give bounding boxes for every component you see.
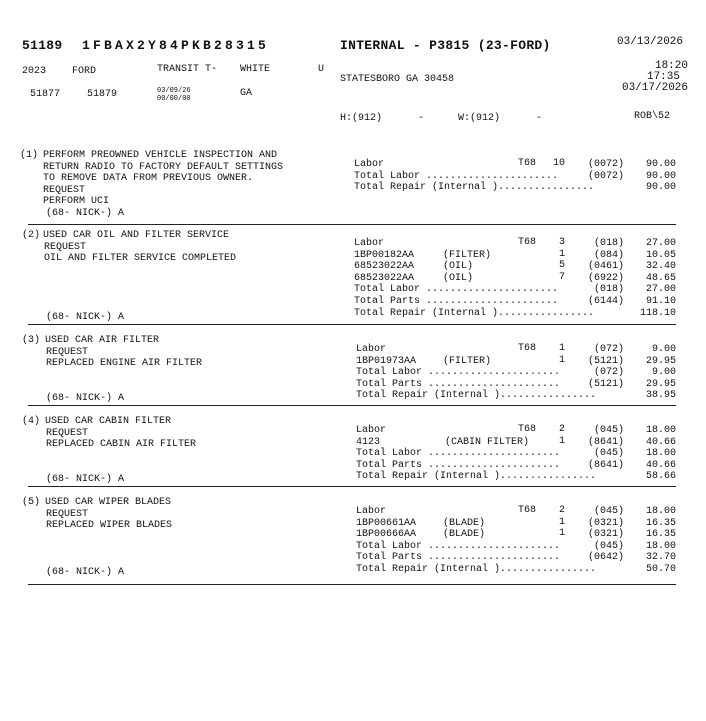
advisor: ROB\52 xyxy=(634,111,671,122)
line-item-amount: 18.00 xyxy=(645,540,676,552)
line-item-code: (0321) xyxy=(587,517,624,529)
line-item-code: (5121) xyxy=(587,378,624,390)
repair-description-line: REQUEST xyxy=(44,241,87,253)
line-item-description: 1BP00661AA xyxy=(356,517,417,529)
repair-number: (2) xyxy=(22,230,41,241)
line-item-code: (0072) xyxy=(587,170,624,182)
line-item-code: (5121) xyxy=(587,355,624,367)
line-item-code: (0072) xyxy=(587,159,624,170)
stock-number-1: 51877 xyxy=(30,89,61,100)
line-item-amount: 32.40 xyxy=(645,261,676,273)
repair-technician: (68- NICK-) A xyxy=(46,567,125,578)
line-item-code: (8641) xyxy=(587,459,624,471)
line-item-amount: 18.00 xyxy=(645,448,676,460)
line-item-quantity: 5 xyxy=(558,260,565,272)
line-item-quantity: 2 xyxy=(558,424,565,435)
line-item-code: (072) xyxy=(593,344,624,355)
line-item-code: (8641) xyxy=(587,436,624,448)
home-phone: H:(912) xyxy=(340,113,383,124)
line-item-description: Total Parts ...................... xyxy=(356,552,561,564)
line-item-description: Total Labor ...................... xyxy=(356,540,561,552)
line-item-description: 68523022AA xyxy=(354,261,415,273)
date-close: 03/17/2026 xyxy=(621,82,688,94)
repair-technician: (68- NICK-) A xyxy=(46,312,125,323)
line-item-amount: 40.66 xyxy=(645,459,676,471)
line-item-tech: T68 xyxy=(518,343,537,354)
repair-description-line: REQUEST xyxy=(46,427,89,439)
line-item-code: (6144) xyxy=(587,296,624,307)
repair-description-line: RETURN RADIO TO FACTORY DEFAULT SETTINGS xyxy=(43,161,284,173)
line-item-note: (BLADE) xyxy=(443,529,486,541)
line-item-quantity: 3 xyxy=(558,237,565,248)
repair-description-line: REQUEST xyxy=(46,346,89,358)
time-in: 18:20 xyxy=(654,60,688,72)
stock-number-2: 51879 xyxy=(87,89,118,100)
repair-number: (3) xyxy=(22,335,41,346)
line-item-amount: 9.00 xyxy=(651,344,676,355)
repair-technician: (68- NICK-) A xyxy=(46,474,125,485)
repair-technician: (68- NICK-) A xyxy=(46,393,125,404)
line-item-amount: 118.10 xyxy=(639,307,676,319)
line-item-amount: 50.70 xyxy=(645,564,676,575)
line-item-tech: T68 xyxy=(518,505,537,516)
repair-description-line: REPLACED ENGINE AIR FILTER xyxy=(46,358,203,370)
vehicle-model: TRANSIT T- xyxy=(157,64,218,75)
line-item-amount: 18.00 xyxy=(645,506,676,517)
line-item-code: (072) xyxy=(593,367,624,379)
line-item-quantity: 10 xyxy=(552,158,565,169)
line-item-amount: 16.35 xyxy=(645,529,676,541)
repair-description-line: USED CAR OIL AND FILTER SERVICE xyxy=(43,230,230,241)
line-item-code: (0321) xyxy=(587,529,624,541)
repair-number: (1) xyxy=(20,150,39,161)
date-open: 03/13/2026 xyxy=(617,36,684,48)
line-item-quantity: 7 xyxy=(558,271,565,283)
vehicle-color: WHITE xyxy=(240,64,271,75)
section-divider xyxy=(28,224,676,225)
section-divider xyxy=(28,584,676,585)
line-item-code: (084) xyxy=(593,249,624,261)
ro-number: 51189 xyxy=(22,38,63,53)
line-item-amount: 91.10 xyxy=(645,296,676,307)
repair-description-line: REQUEST xyxy=(43,184,86,196)
line-item-description: Total Labor ...................... xyxy=(356,448,561,460)
repair-total: Total Repair (Internal )................ xyxy=(356,471,597,483)
line-item-amount: 90.00 xyxy=(645,159,676,170)
line-item-amount: 58.66 xyxy=(645,471,676,483)
line-item-tech: T68 xyxy=(518,424,537,435)
repair-description-line: USED CAR CABIN FILTER xyxy=(45,416,172,427)
repair-number: (4) xyxy=(22,416,41,427)
line-item-code: (018) xyxy=(593,238,624,249)
line-item-description: Total Labor ...................... xyxy=(354,170,559,182)
line-item-description: Total Parts ...................... xyxy=(354,296,559,307)
time-out: 17:35 xyxy=(646,71,680,83)
repair-description-line: PERFORM PREOWNED VEHICLE INSPECTION AND xyxy=(43,150,278,161)
line-item-quantity: 1 xyxy=(558,516,565,528)
line-item-description: Labor xyxy=(356,344,387,355)
work-phone-number: - xyxy=(536,113,543,124)
line-item-description: Total Labor ...................... xyxy=(354,284,559,296)
document-type: INTERNAL - P3815 (23-FORD) xyxy=(340,38,551,53)
line-item-amount: 16.35 xyxy=(645,517,676,529)
vehicle-year: 2023 xyxy=(22,66,47,77)
line-item-amount: 18.00 xyxy=(645,425,676,436)
line-item-description: 68523022AA xyxy=(354,272,415,284)
line-item-amount: 90.00 xyxy=(645,170,676,182)
line-item-quantity: 1 xyxy=(558,354,565,366)
repair-total: Total Repair (Internal )................ xyxy=(354,307,595,319)
repair-description-line: USED CAR WIPER BLADES xyxy=(45,497,172,508)
line-item-code: (018) xyxy=(593,284,624,296)
work-phone: W:(912) xyxy=(458,113,501,124)
line-item-description: Total Parts ...................... xyxy=(356,378,561,390)
home-phone-number: - xyxy=(418,113,425,124)
repair-description-line: OIL AND FILTER SERVICE COMPLETED xyxy=(44,253,237,265)
section-divider xyxy=(28,324,676,325)
line-item-amount: 32.70 xyxy=(645,552,676,564)
line-item-quantity: 1 xyxy=(558,343,565,354)
customer-city: STATESBORO GA 30458 xyxy=(340,74,455,85)
line-item-note: (OIL) xyxy=(443,261,474,273)
line-item-description: Labor xyxy=(354,238,385,249)
section-divider xyxy=(28,405,676,406)
line-item-code: (0461) xyxy=(587,261,624,273)
line-item-code: (0642) xyxy=(587,552,624,564)
repair-description-line: REPLACED CABIN AIR FILTER xyxy=(46,439,197,451)
line-item-quantity: 2 xyxy=(558,505,565,516)
line-item-note: (CABIN FILTER) xyxy=(445,436,530,448)
repair-description-line: REQUEST xyxy=(46,508,89,520)
line-item-tech: T68 xyxy=(518,237,537,248)
line-item-code: (045) xyxy=(593,540,624,552)
repair-number: (5) xyxy=(22,497,41,508)
line-item-note: (BLADE) xyxy=(443,517,486,529)
line-item-amount: 48.65 xyxy=(645,272,676,284)
repair-total: Total Repair (Internal )................ xyxy=(356,390,597,402)
line-item-tech: T68 xyxy=(518,158,537,169)
vehicle-state: GA xyxy=(240,88,253,99)
line-item-description: Labor xyxy=(356,425,387,436)
vin: 1FBAX2Y84PKB28315 xyxy=(82,38,270,53)
line-item-quantity: 1 xyxy=(558,248,565,260)
line-item-amount: 27.00 xyxy=(645,238,676,249)
line-item-quantity: 1 xyxy=(558,528,565,540)
line-item-amount: 40.66 xyxy=(645,436,676,448)
line-item-description: Total Parts ...................... xyxy=(356,459,561,471)
date-small-2: 00/00/00 xyxy=(157,95,191,103)
line-item-description: Labor xyxy=(356,506,387,517)
line-item-note: (FILTER) xyxy=(443,249,492,261)
repair-description-line: REPLACED WIPER BLADES xyxy=(46,520,173,532)
line-item-note: (OIL) xyxy=(443,272,474,284)
vehicle-flag: U xyxy=(318,64,325,75)
line-item-code: (045) xyxy=(593,425,624,436)
line-item-description: 1BP00666AA xyxy=(356,529,417,541)
line-item-amount: 10.05 xyxy=(645,249,676,261)
line-item-code: (045) xyxy=(593,506,624,517)
line-item-code: (045) xyxy=(593,448,624,460)
line-item-description: Labor xyxy=(354,159,385,170)
vehicle-make: FORD xyxy=(72,66,97,77)
line-item-quantity: 1 xyxy=(558,435,565,447)
line-item-amount: 38.95 xyxy=(645,390,676,402)
line-item-amount: 90.00 xyxy=(645,182,676,194)
date-small-1: 03/09/26 xyxy=(157,87,191,95)
repair-description-line: TO REMOVE DATA FROM PREVIOUS OWNER. xyxy=(43,173,254,185)
line-item-description: Total Labor ...................... xyxy=(356,367,561,379)
repair-total: Total Repair (Internal )................ xyxy=(356,564,597,575)
repair-technician: (68- NICK-) A xyxy=(46,208,125,219)
line-item-amount: 27.00 xyxy=(645,284,676,296)
repair-description-line: USED CAR AIR FILTER xyxy=(45,335,160,346)
line-item-amount: 9.00 xyxy=(651,367,676,379)
line-item-amount: 29.95 xyxy=(645,355,676,367)
line-item-code: (6922) xyxy=(587,272,624,284)
line-item-description: 1BP00182AA xyxy=(354,249,415,261)
line-item-amount: 29.95 xyxy=(645,378,676,390)
line-item-description: 1BP01973AA xyxy=(356,355,417,367)
line-item-description: 4123 xyxy=(356,436,381,448)
section-divider xyxy=(28,486,676,487)
repair-total: Total Repair (Internal )................ xyxy=(354,182,595,194)
line-item-note: (FILTER) xyxy=(443,355,492,367)
repair-description-line: PERFORM UCI xyxy=(43,196,110,208)
